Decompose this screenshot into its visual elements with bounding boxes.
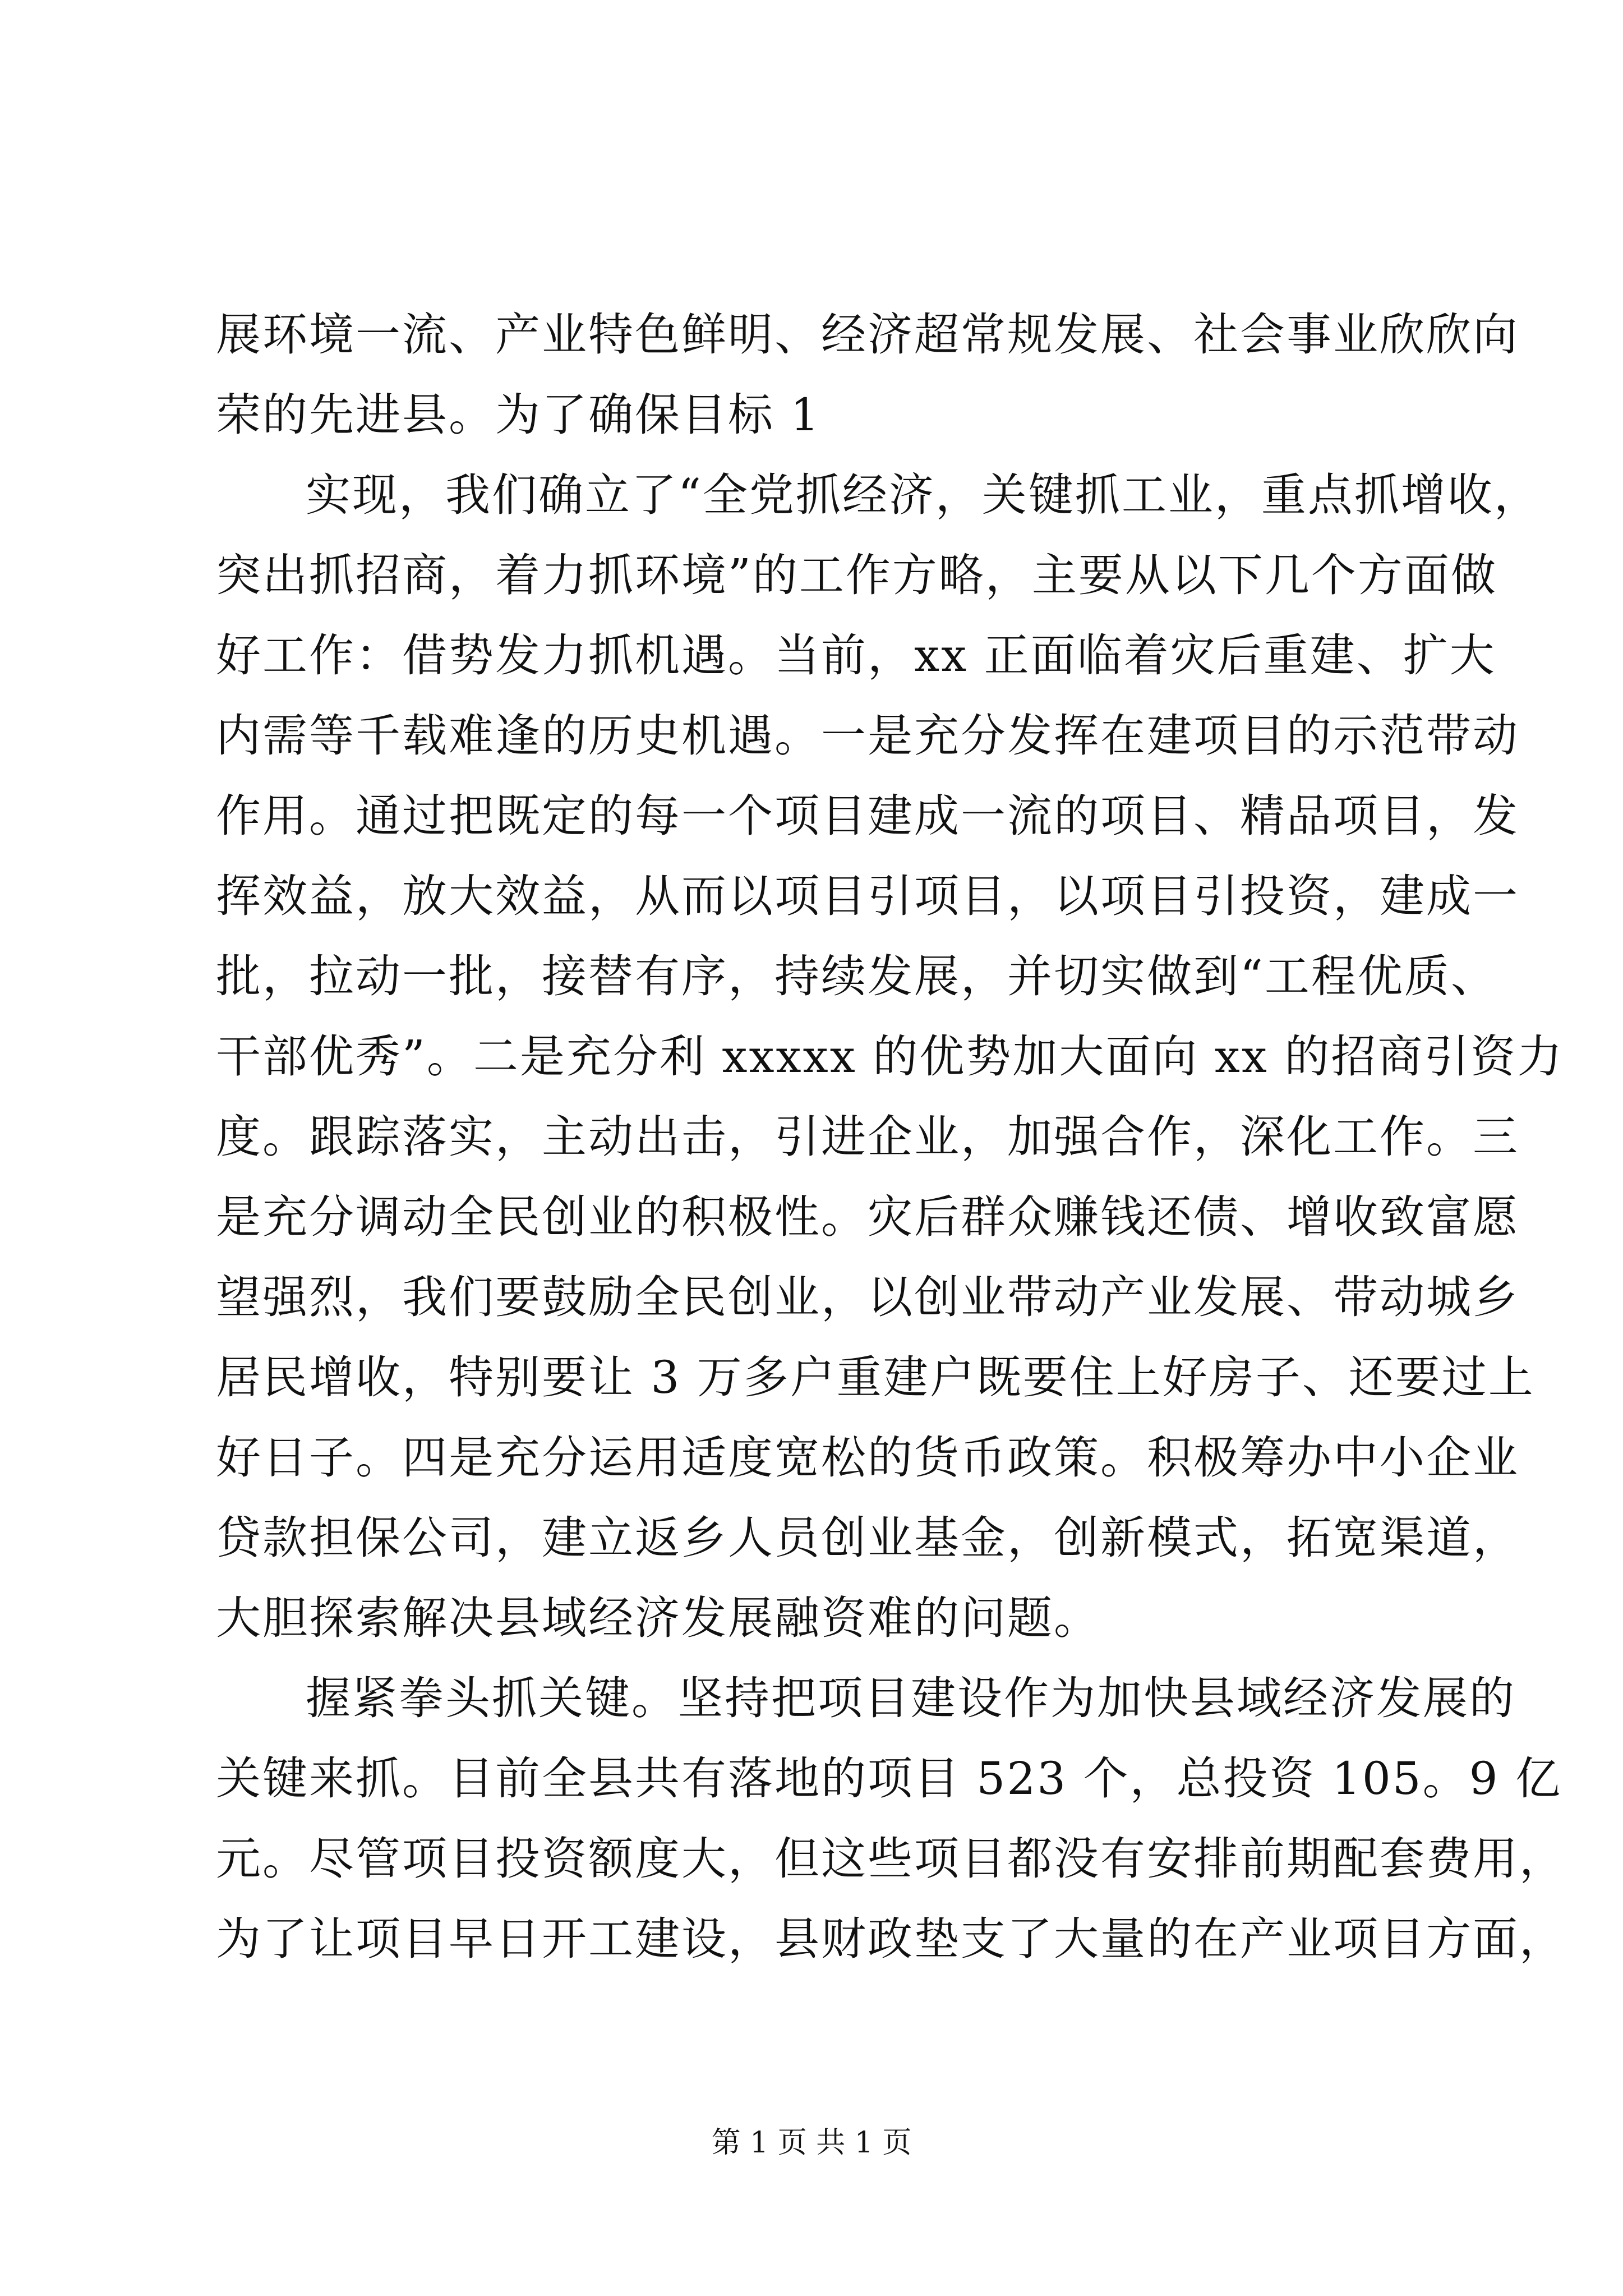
- text-line: 度。跟踪落实，主动出击，引进企业，加强合作，深化工作。三: [216, 1111, 1519, 1163]
- text-line: 批，拉动一批，接替有序，持续发展，并切实做到“工程优质、: [216, 950, 1497, 1002]
- text-line: 居民增收，特别要让 3 万多户重建户既要住上好房子、还要过上: [216, 1351, 1535, 1404]
- text-line: 内需等千载难逢的历史机遇。一是充分发挥在建项目的示范带动: [216, 710, 1519, 762]
- text-line: 实现，我们确立了“全党抓经济，关键抓工业，重点抓增收，: [306, 469, 1541, 521]
- page-number-footer: 第 1 页 共 1 页: [711, 2126, 912, 2160]
- text-line: 是充分调动全民创业的积极性。灾后群众赚钱还债、增收致富愿: [216, 1191, 1519, 1243]
- text-line: 关键来抓。目前全县共有落地的项目 523 个，总投资 105。9 亿: [216, 1752, 1562, 1805]
- text-line: 挥效益，放大效益，从而以项目引项目，以项目引投资，建成一: [216, 870, 1519, 922]
- text-line: 作用。通过把既定的每一个项目建成一流的项目、精品项目，发: [216, 790, 1519, 842]
- text-line: 元。尽管项目投资额度大，但这些项目都没有安排前期配套费用，: [216, 1833, 1566, 1885]
- text-line: 握紧拳头抓关键。坚持把项目建设作为加快县域经济发展的: [306, 1672, 1516, 1724]
- text-line: 展环境一流、产业特色鲜明、经济超常规发展、社会事业欣欣向: [216, 309, 1519, 361]
- text-line: 贷款担保公司，建立返乡人员创业基金，创新模式，拓宽渠道，: [216, 1512, 1519, 1564]
- text-line: 荣的先进县。为了确保目标 1: [216, 389, 821, 441]
- text-line: 为了让项目早日开工建设，县财政垫支了大量的在产业项目方面，: [216, 1913, 1566, 1965]
- text-line: 干部优秀”。二是充分利 xxxxx 的优势加大面向 xx 的招商引资力: [216, 1030, 1564, 1083]
- text-line: 突出抓招商，着力抓环境”的工作方略，主要从以下几个方面做: [216, 549, 1497, 601]
- document-body: [216, 295, 1566, 1979]
- text-line: 大胆探索解决县域经济发展融资难的问题。: [216, 1592, 1100, 1644]
- text-line: 好工作：借势发力抓机遇。当前，xx 正面临着灾后重建、扩大: [216, 629, 1496, 682]
- text-line: 好日子。四是充分运用适度宽松的货币政策。积极筹办中小企业: [216, 1432, 1519, 1484]
- text-line: 望强烈，我们要鼓励全民创业，以创业带动产业发展、带动城乡: [216, 1271, 1519, 1323]
